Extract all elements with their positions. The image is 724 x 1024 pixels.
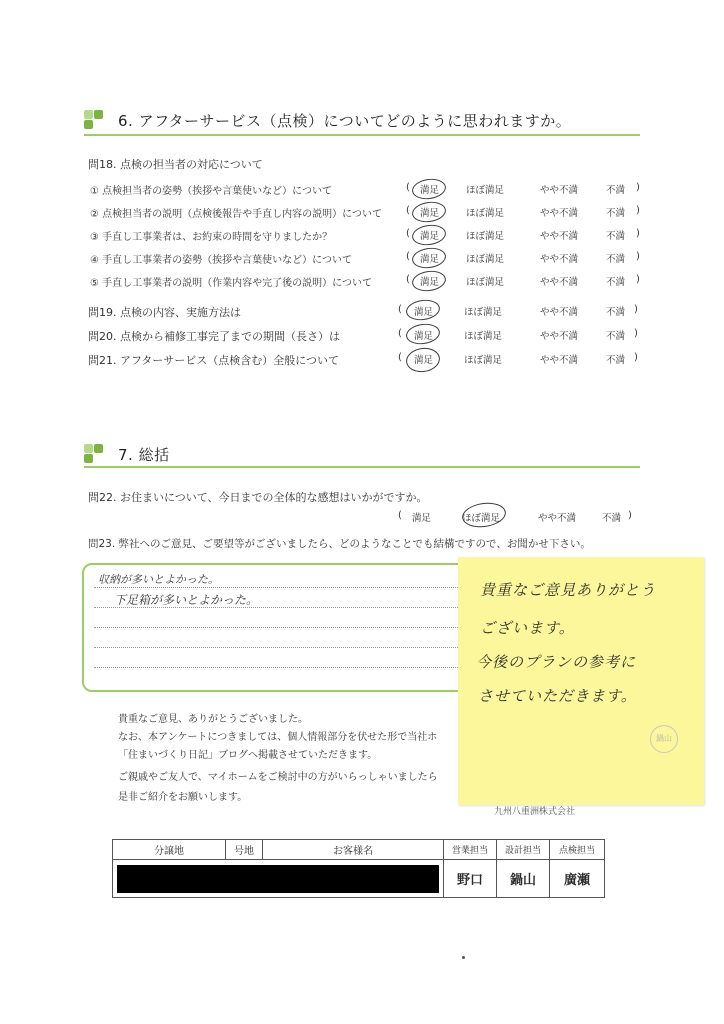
q18-label: ③ 手直し工事業者は、お約束の時間を守りましたか？ (90, 232, 333, 243)
option-dissatisfied: 不満 (606, 254, 626, 265)
q20-row: 問20. 点検から補修工事完了までの期間（長さ）は ( 満足 ほぼ満足 やや不満 不満 ) (88, 328, 638, 343)
option-somewhat-dissatisfied: やや不満 (540, 331, 579, 342)
section-7-title: 7. 総括 (118, 446, 170, 464)
option-satisfied: 満足 (414, 307, 434, 318)
q18-label: ② 点検担当者の説明（点検後報告や手直し内容の説明）について (90, 209, 382, 220)
redacted-customer-info (117, 865, 439, 893)
option-satisfied: 満足 (414, 331, 434, 342)
option-mostly-satisfied: ほぼ満足 (466, 254, 505, 265)
sticky-note-line: ございます。 (480, 619, 575, 637)
sticky-note-line: 貴重なご意見ありがとう (480, 581, 657, 599)
header-design: 設計担当 (497, 840, 550, 860)
option-satisfied: 満足 (420, 185, 440, 196)
sticky-note-line: させていただきます。 (478, 687, 637, 705)
option-mostly-satisfied: ほぼ満足 (464, 331, 503, 342)
option-somewhat-dissatisfied: やや不満 (540, 208, 579, 219)
option-somewhat-dissatisfied: やや不満 (538, 513, 577, 524)
option-dissatisfied: 不満 (606, 355, 626, 366)
q19-label: 問19. 点検の内容、実施方法は (88, 306, 241, 319)
thanks-line: 「住まいづくり日記」ブログへ掲載させていただきます。 (118, 750, 378, 761)
option-somewhat-dissatisfied: やや不満 (540, 231, 579, 242)
option-mostly-satisfied: ほぼ満足 (464, 307, 503, 318)
q18-label: ⑤ 手直し工事業者の説明（作業内容や完了後の説明）について (90, 278, 372, 289)
thanks-line: なお、本アンケートにつきましては、個人情報部分を伏せた形で当社ホ (118, 732, 438, 743)
thanks-line: 貴重なご意見、ありがとうございました。 (118, 714, 308, 725)
q20-label: 問20. 点検から補修工事完了までの期間（長さ）は (88, 330, 340, 343)
sticky-note-line: 今後のプランの参考に (476, 653, 637, 671)
header-lot-area: 分譲地 (113, 840, 226, 860)
header-inspection: 点検担当 (550, 840, 605, 860)
option-dissatisfied: 不満 (606, 231, 626, 242)
option-somewhat-dissatisfied: やや不満 (540, 277, 579, 288)
q18-row-4: ④ 手直し工事業者の姿勢（挨拶や言葉使いなど）について ( 満足 ほぼ満足 やや不満 不満 ) (90, 251, 640, 266)
q18-row-5: ⑤ 手直し工事業者の説明（作業内容や完了後の説明）について ( 満足 ほぼ満足 やや不満 不満 ) (90, 274, 640, 289)
option-dissatisfied: 不満 (606, 208, 626, 219)
q18-label: ① 点検担当者の姿勢（挨拶や言葉使いなど）について (90, 186, 332, 197)
header-customer-name: お客様名 (263, 840, 444, 860)
q18-label: ④ 手直し工事業者の姿勢（挨拶や言葉使いなど）について (90, 255, 352, 266)
option-satisfied: 満足 (420, 254, 440, 265)
q18-row-2: ② 点検担当者の説明（点検後報告や手直し内容の説明）について ( 満足 ほぼ満足 やや不満 不満 ) (90, 205, 640, 220)
design-staff: 鍋山 (497, 860, 550, 898)
section-6-divider (84, 134, 640, 136)
q22-title: 問22. お住まいについて、今日までの全体的な感想はいかがですか。 (88, 491, 428, 504)
q21-row: 問21. アフターサービス（点検含む）全般について ( 満足 ほぼ満足 やや不満 不満 ) (88, 352, 638, 367)
option-dissatisfied: 不満 (606, 277, 626, 288)
q21-label: 問21. アフターサービス（点検含む）全般について (88, 354, 339, 367)
option-mostly-satisfied: ほぼ満足 (462, 513, 501, 524)
handwritten-comment: 下足箱が多いとよかった。 (114, 593, 259, 607)
option-somewhat-dissatisfied: やや不満 (540, 355, 579, 366)
option-mostly-satisfied: ほぼ満足 (464, 355, 503, 366)
q18-row-1: ① 点検担当者の姿勢（挨拶や言葉使いなど）について ( 満足 ほぼ満足 やや不満 不満 ) (90, 182, 640, 197)
q19-row: 問19. 点検の内容、実施方法は ( 満足 ほぼ満足 やや不満 不満 ) (88, 304, 638, 319)
option-mostly-satisfied: ほぼ満足 (466, 185, 505, 196)
option-dissatisfied: 不満 (606, 331, 626, 342)
option-somewhat-dissatisfied: やや不満 (540, 307, 579, 318)
option-satisfied: 満足 (420, 231, 440, 242)
header-sales: 営業担当 (444, 840, 497, 860)
thanks-line: ご親戚やご友人で、マイホームをご検討中の方がいらっしゃいましたら (118, 772, 438, 783)
handwritten-comment: 収納が多いとよかった。 (98, 573, 219, 586)
inspection-staff: 廣瀬 (550, 860, 605, 898)
option-dissatisfied: 不満 (606, 307, 626, 318)
option-satisfied: 満足 (420, 277, 440, 288)
option-mostly-satisfied: ほぼ満足 (466, 231, 505, 242)
option-somewhat-dissatisfied: やや不満 (540, 254, 579, 265)
staff-table (112, 839, 605, 898)
option-mostly-satisfied: ほぼ満足 (466, 208, 505, 219)
option-dissatisfied: 不満 (606, 185, 626, 196)
section-7-divider (84, 466, 640, 468)
option-satisfied: 満足 (420, 208, 440, 219)
option-satisfied: 満足 (414, 355, 434, 366)
thanks-line: 是非ご紹介をお願いします。 (118, 792, 248, 803)
scan-speck (462, 956, 465, 959)
option-somewhat-dissatisfied: やや不満 (540, 185, 579, 196)
option-satisfied: 満足 (412, 513, 432, 524)
section-bullet-icon (84, 110, 104, 130)
q18-title: 問18. 点検の担当者の対応について (88, 158, 263, 171)
section-6-title: 6. アフターサービス（点検）についてどのように思われますか。 (118, 112, 572, 130)
personal-seal-stamp: 鍋山 (650, 725, 678, 753)
q23-title: 問23. 弊社へのご意見、ご要望等がございましたら、どのようなことでも結構ですので、お聞かせ下さい。 (88, 538, 591, 550)
section-bullet-icon (84, 444, 104, 464)
header-lot-number: 号地 (226, 840, 263, 860)
sticky-note (458, 557, 704, 805)
company-name: 九州八重洲株式会社 (494, 807, 576, 817)
option-mostly-satisfied: ほぼ満足 (466, 277, 505, 288)
option-dissatisfied: 不満 (602, 513, 622, 524)
sales-staff: 野口 (444, 860, 497, 898)
q22-options: ( 満足 ほぼ満足 やや不満 不満 ) (398, 510, 632, 524)
q18-row-3: ③ 手直し工事業者は、お約束の時間を守りましたか？ ( 満足 ほぼ満足 やや不満 不満 ) (90, 228, 640, 243)
